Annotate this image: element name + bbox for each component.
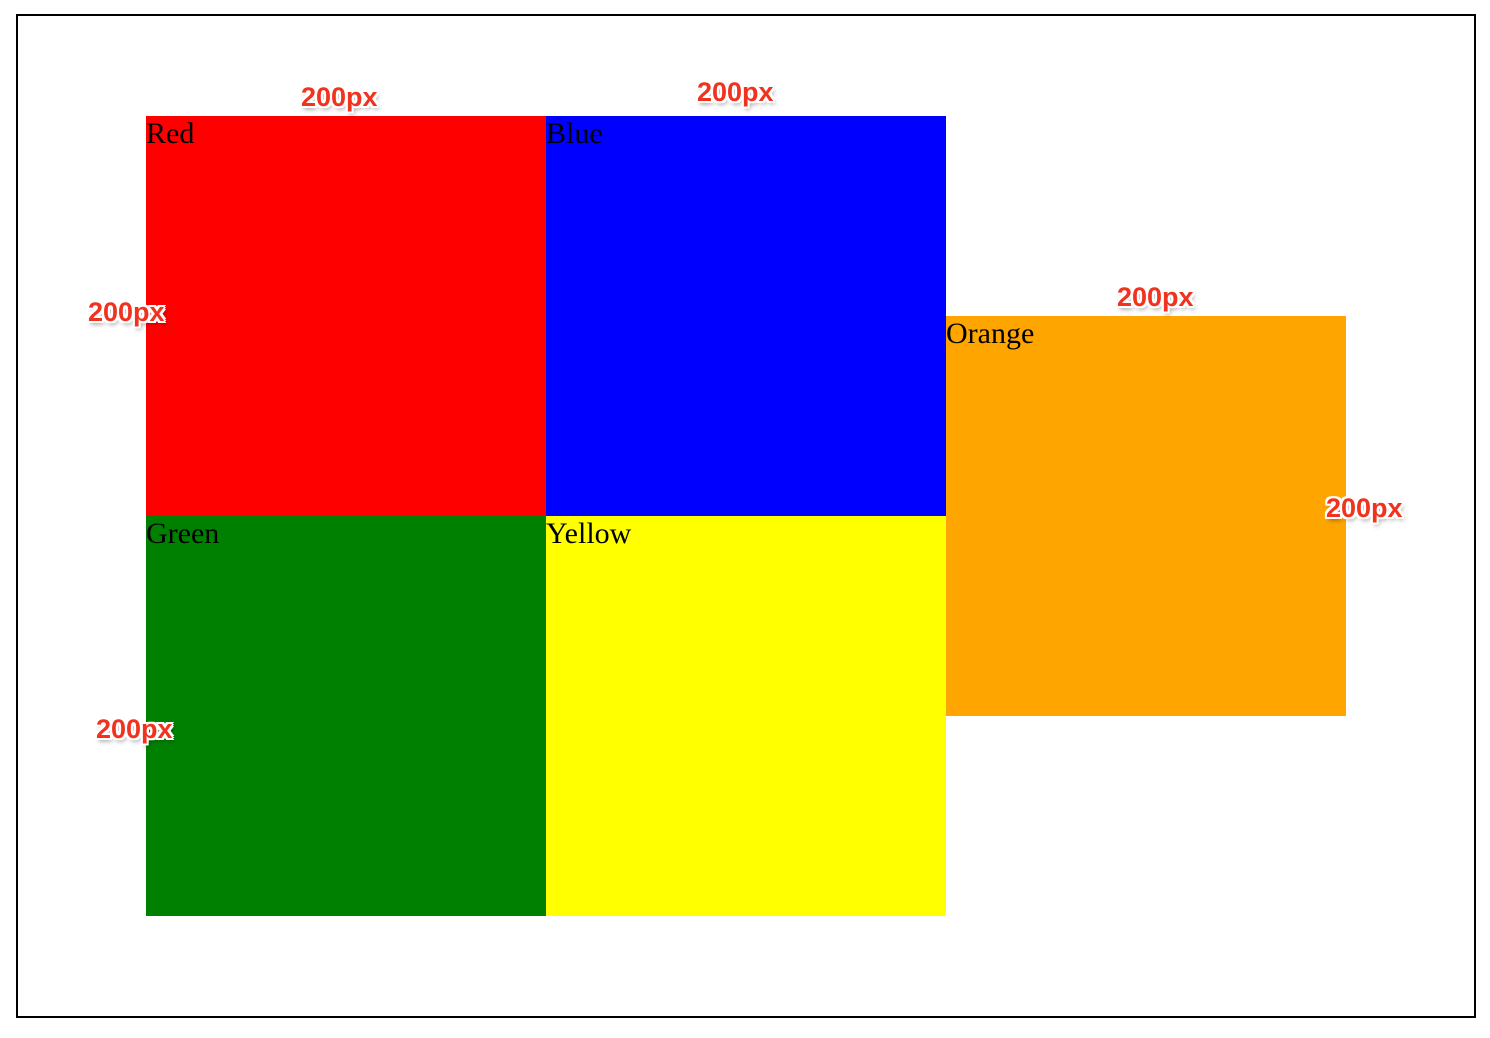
blue-box [546, 116, 946, 516]
green-box [146, 516, 546, 916]
yellow-box [546, 516, 946, 916]
yellow-box-label: Yellow [546, 517, 632, 550]
red-width-annotation: 200px [301, 82, 378, 112]
orange-box-label: Orange [946, 317, 1035, 350]
green-height-annotation: 200px [96, 714, 173, 744]
red-box-label: Red [146, 117, 195, 150]
red-height-annotation: 200px [88, 297, 165, 327]
blue-box-label: Blue [546, 117, 603, 150]
orange-height-annotation: 200px [1326, 493, 1403, 523]
orange-width-annotation: 200px [1117, 282, 1194, 312]
green-box-label: Green [146, 517, 220, 550]
orange-box [946, 316, 1346, 716]
red-box [146, 116, 546, 516]
blue-width-annotation: 200px [697, 77, 774, 107]
